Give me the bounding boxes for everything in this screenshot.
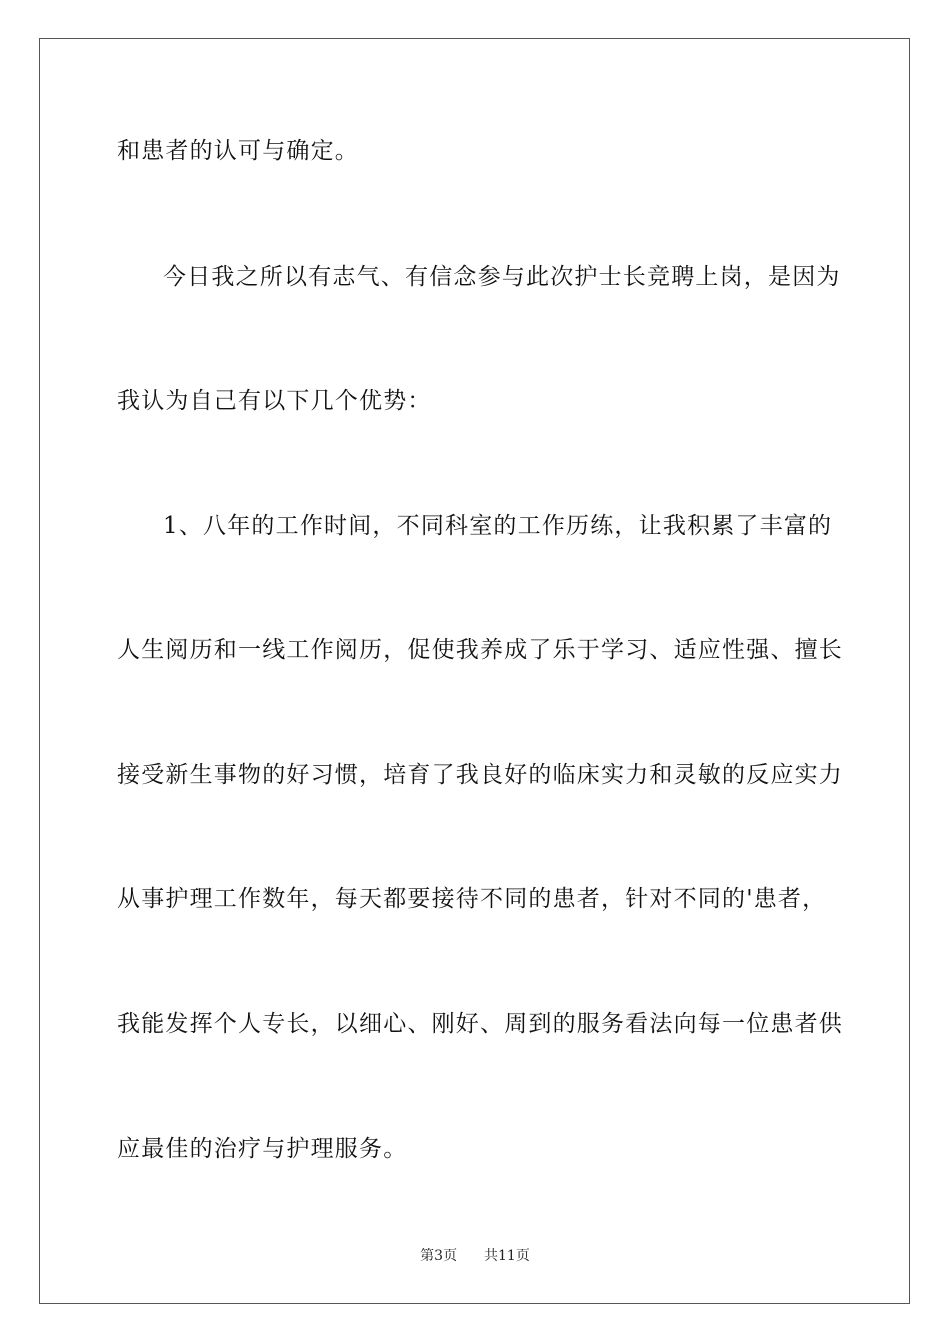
text-line-3: 我认为自己有以下几个优势：: [117, 388, 432, 414]
page-footer: [0, 1247, 950, 1265]
text-line-4: 1、八年的工作时间，不同科室的工作历练，让我积累了丰富的: [163, 513, 833, 539]
text-line-7: 从事护理工作数年，每天都要接待不同的患者，针对不同的'患者，: [117, 886, 827, 912]
page-border: [39, 38, 910, 1304]
text-line-9: 应最佳的治疗与护理服务。: [117, 1136, 408, 1162]
text-line-6: 接受新生事物的好习惯，培育了我良好的临床实力和灵敏的反应实力: [117, 762, 843, 788]
text-line-1: 和患者的认可与确定。: [117, 138, 359, 164]
text-line-5: 人生阅历和一线工作阅历，促使我养成了乐于学习、适应性强、擅长: [117, 637, 843, 663]
text-line-8: 我能发挥个人专长，以细心、刚好、周到的服务看法向每一位患者供: [117, 1011, 843, 1037]
total-pages: 共11页: [484, 1248, 530, 1264]
text-line-2: 今日我之所以有志气、有信念参与此次护士长竞聘上岗，是因为: [163, 264, 841, 290]
page-number: 第3页: [420, 1248, 458, 1264]
